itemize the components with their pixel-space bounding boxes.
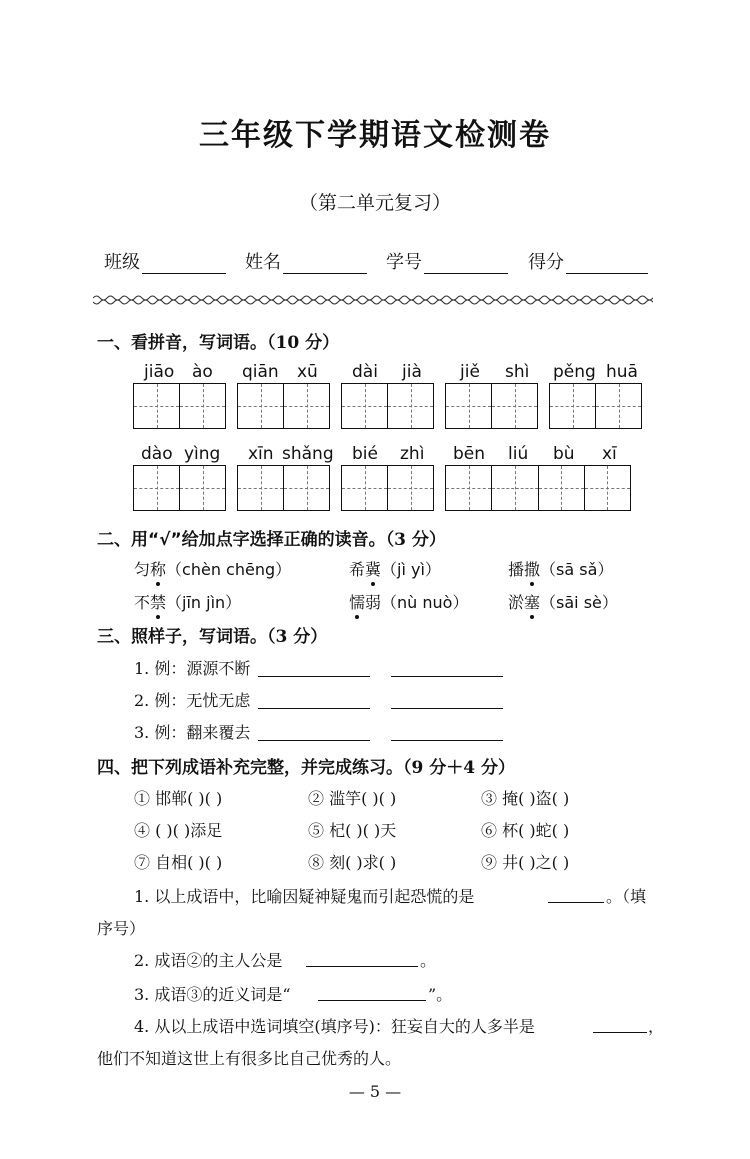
question-4-cont: 他们不知道这世上有很多比自己优秀的人。 [97, 1049, 402, 1068]
pinyin: bù [553, 444, 575, 464]
answer-blank[interactable] [548, 902, 604, 903]
answer-blank[interactable] [258, 740, 370, 741]
idiom-item[interactable]: ① 邯郸( )( ) [134, 789, 223, 808]
writing-grid[interactable] [549, 383, 642, 429]
writing-grid[interactable] [445, 465, 631, 511]
question-3: 3. 成语③的近义词是“ [134, 985, 291, 1004]
class-field[interactable] [104, 248, 226, 274]
pinyin: shǎng [282, 444, 334, 464]
question-4-tail: ， [648, 1017, 665, 1036]
pinyin: jiāo [144, 362, 175, 382]
answer-blank[interactable] [391, 740, 503, 741]
student-id-label: 学号 [386, 252, 422, 273]
pinyin: bié [352, 444, 378, 464]
idiom-item[interactable]: ④ ( )( )添足 [134, 821, 223, 840]
pinyin: jià [402, 362, 422, 382]
pinyin: shì [505, 362, 530, 382]
pinyin: xī [602, 444, 617, 464]
pinyin: pěng [553, 362, 596, 382]
section-4-heading: 四、把下列成语补充完整，并完成练习。（9 分＋4 分） [97, 758, 515, 778]
idiom-item[interactable]: ⑤ 杞( )( )天 [308, 821, 397, 840]
section-1-heading: 一、看拼音，写词语。（10 分） [97, 333, 340, 353]
example-item: 2. 例：无忧无虑 [134, 691, 251, 710]
pinyin: liú [508, 444, 529, 464]
name-label: 姓名 [245, 252, 281, 273]
question-4: 4. 从以上成语中选词填空(填序号)：狂妄自大的人多半是 [134, 1017, 535, 1036]
question-1-tail: 。（填 [606, 887, 647, 906]
reading-item[interactable]: 匀称（chèn chēng） [134, 557, 291, 580]
example-item: 3. 例：翻来覆去 [134, 723, 251, 742]
score-label: 得分 [528, 252, 564, 273]
section-2-heading: 二、用“√”给加点字选择正确的读音。（3 分） [97, 530, 446, 550]
class-label: 班级 [104, 252, 140, 273]
answer-blank[interactable] [318, 1000, 426, 1001]
question-1: 1. 以上成语中，比喻因疑神疑鬼而引起恐慌的是 [134, 887, 475, 906]
wavy-divider [93, 294, 653, 306]
answer-blank[interactable] [391, 676, 503, 677]
question-2-tail: 。 [420, 951, 437, 970]
idiom-item[interactable]: ⑥ 杯( )蛇( ) [481, 821, 570, 840]
pinyin: jiě [460, 362, 480, 382]
pinyin: xīn [248, 444, 274, 464]
reading-item[interactable]: 播撒（sā sǎ） [508, 557, 613, 580]
reading-item[interactable]: 不禁（jīn jìn） [134, 590, 241, 613]
writing-grid[interactable] [133, 465, 226, 511]
pinyin: dào [141, 444, 173, 464]
question-1-cont: 序号） [97, 919, 146, 938]
pinyin: dài [352, 362, 378, 382]
section-3-heading: 三、照样子，写词语。（3 分） [97, 627, 328, 647]
pinyin: yìng [184, 444, 221, 464]
writing-grid[interactable] [445, 383, 538, 429]
answer-blank[interactable] [306, 966, 418, 967]
pinyin: zhì [400, 444, 425, 464]
idiom-item[interactable]: ⑧ 刻( )求( ) [308, 853, 397, 872]
page-subtitle: （第二单元复习） [298, 192, 451, 214]
example-item: 1. 例：源源不断 [134, 659, 251, 678]
pinyin: xū [297, 362, 318, 382]
pinyin: huā [606, 362, 638, 382]
student-id-field[interactable] [386, 248, 508, 274]
reading-item[interactable]: 淤塞（sāi sè） [508, 590, 618, 613]
page-number: — 5 — [348, 1082, 402, 1101]
name-field[interactable] [245, 248, 367, 274]
pinyin: ào [192, 362, 213, 382]
answer-blank[interactable] [593, 1032, 647, 1033]
writing-grid[interactable] [341, 383, 434, 429]
answer-blank[interactable] [258, 708, 370, 709]
answer-blank[interactable] [258, 676, 370, 677]
idiom-item[interactable]: ③ 掩( )盗( ) [481, 789, 570, 808]
reading-item[interactable]: 懦弱（nù nuò） [349, 590, 468, 613]
writing-grid[interactable] [133, 383, 226, 429]
idiom-item[interactable]: ② 滥竽( )( ) [308, 789, 397, 808]
pinyin: qiān [242, 362, 279, 382]
reading-item[interactable]: 希冀（jì yì） [349, 557, 441, 580]
writing-grid[interactable] [341, 465, 434, 511]
score-field[interactable] [528, 248, 648, 274]
page-title: 三年级下学期语文检测卷 [199, 118, 551, 153]
pinyin: bēn [453, 444, 486, 464]
question-2: 2. 成语②的主人公是 [134, 951, 283, 970]
answer-blank[interactable] [391, 708, 503, 709]
question-3-tail: ”。 [428, 985, 453, 1004]
writing-grid[interactable] [237, 383, 330, 429]
writing-grid[interactable] [237, 465, 330, 511]
idiom-item[interactable]: ⑦ 自相( )( ) [134, 853, 223, 872]
idiom-item[interactable]: ⑨ 井( )之( ) [481, 853, 570, 872]
